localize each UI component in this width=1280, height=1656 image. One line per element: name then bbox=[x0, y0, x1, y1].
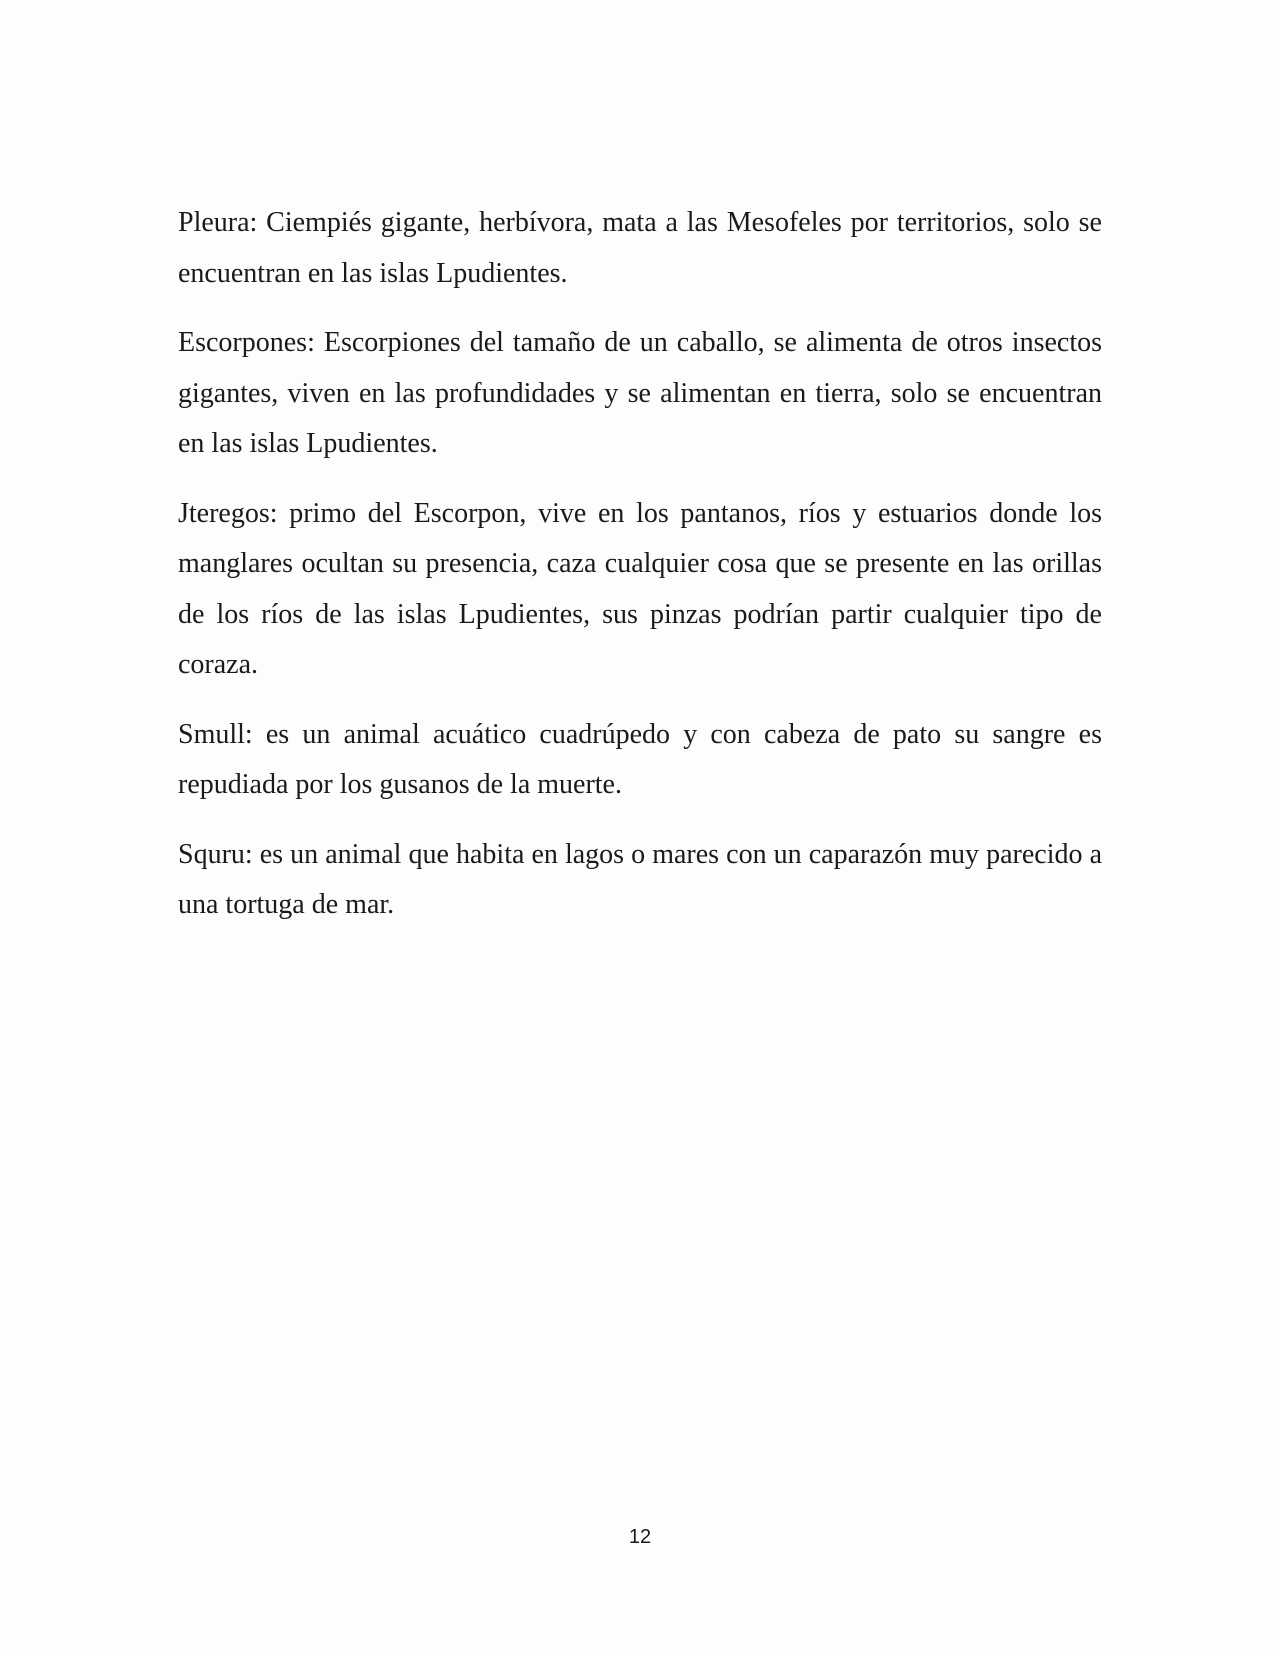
paragraph-squru: Squru: es un animal que habita en lagos o mares con un caparazón muy parecido a una tortuga de mar. bbox=[178, 838, 1102, 920]
paragraph-jteregos: Jteregos: primo del Escorpon, vive en los pantanos, ríos y estuarios donde los manglares ocultan su presencia, caza cualquier cosa que se presente en las orillas de los ríos de las islas Lpudientes, sus pinzas podrían partir cualquier tipo de coraza. bbox=[178, 497, 1102, 680]
paragraph-escorpones: Escorpones: Escorpiones del tamaño de un caballo, se alimenta de otros insectos gigantes, viven en las profundidades y se alimentan en tierra, solo se encuentran en las islas Lpudientes. bbox=[178, 327, 1102, 459]
paragraph-pleura: Pleura: Ciempiés gigante, herbívora, mata a las Mesofeles por territorios, solo se encuentran en las islas Lpudientes. bbox=[178, 207, 1102, 289]
paragraph-smull: Smull: es un animal acuático cuadrúpedo y con cabeza de pato su sangre es repudiada por los gusanos de la muerte. bbox=[178, 718, 1102, 800]
page-body bbox=[178, 198, 1102, 950]
page-number: 12 bbox=[628, 1526, 652, 1548]
